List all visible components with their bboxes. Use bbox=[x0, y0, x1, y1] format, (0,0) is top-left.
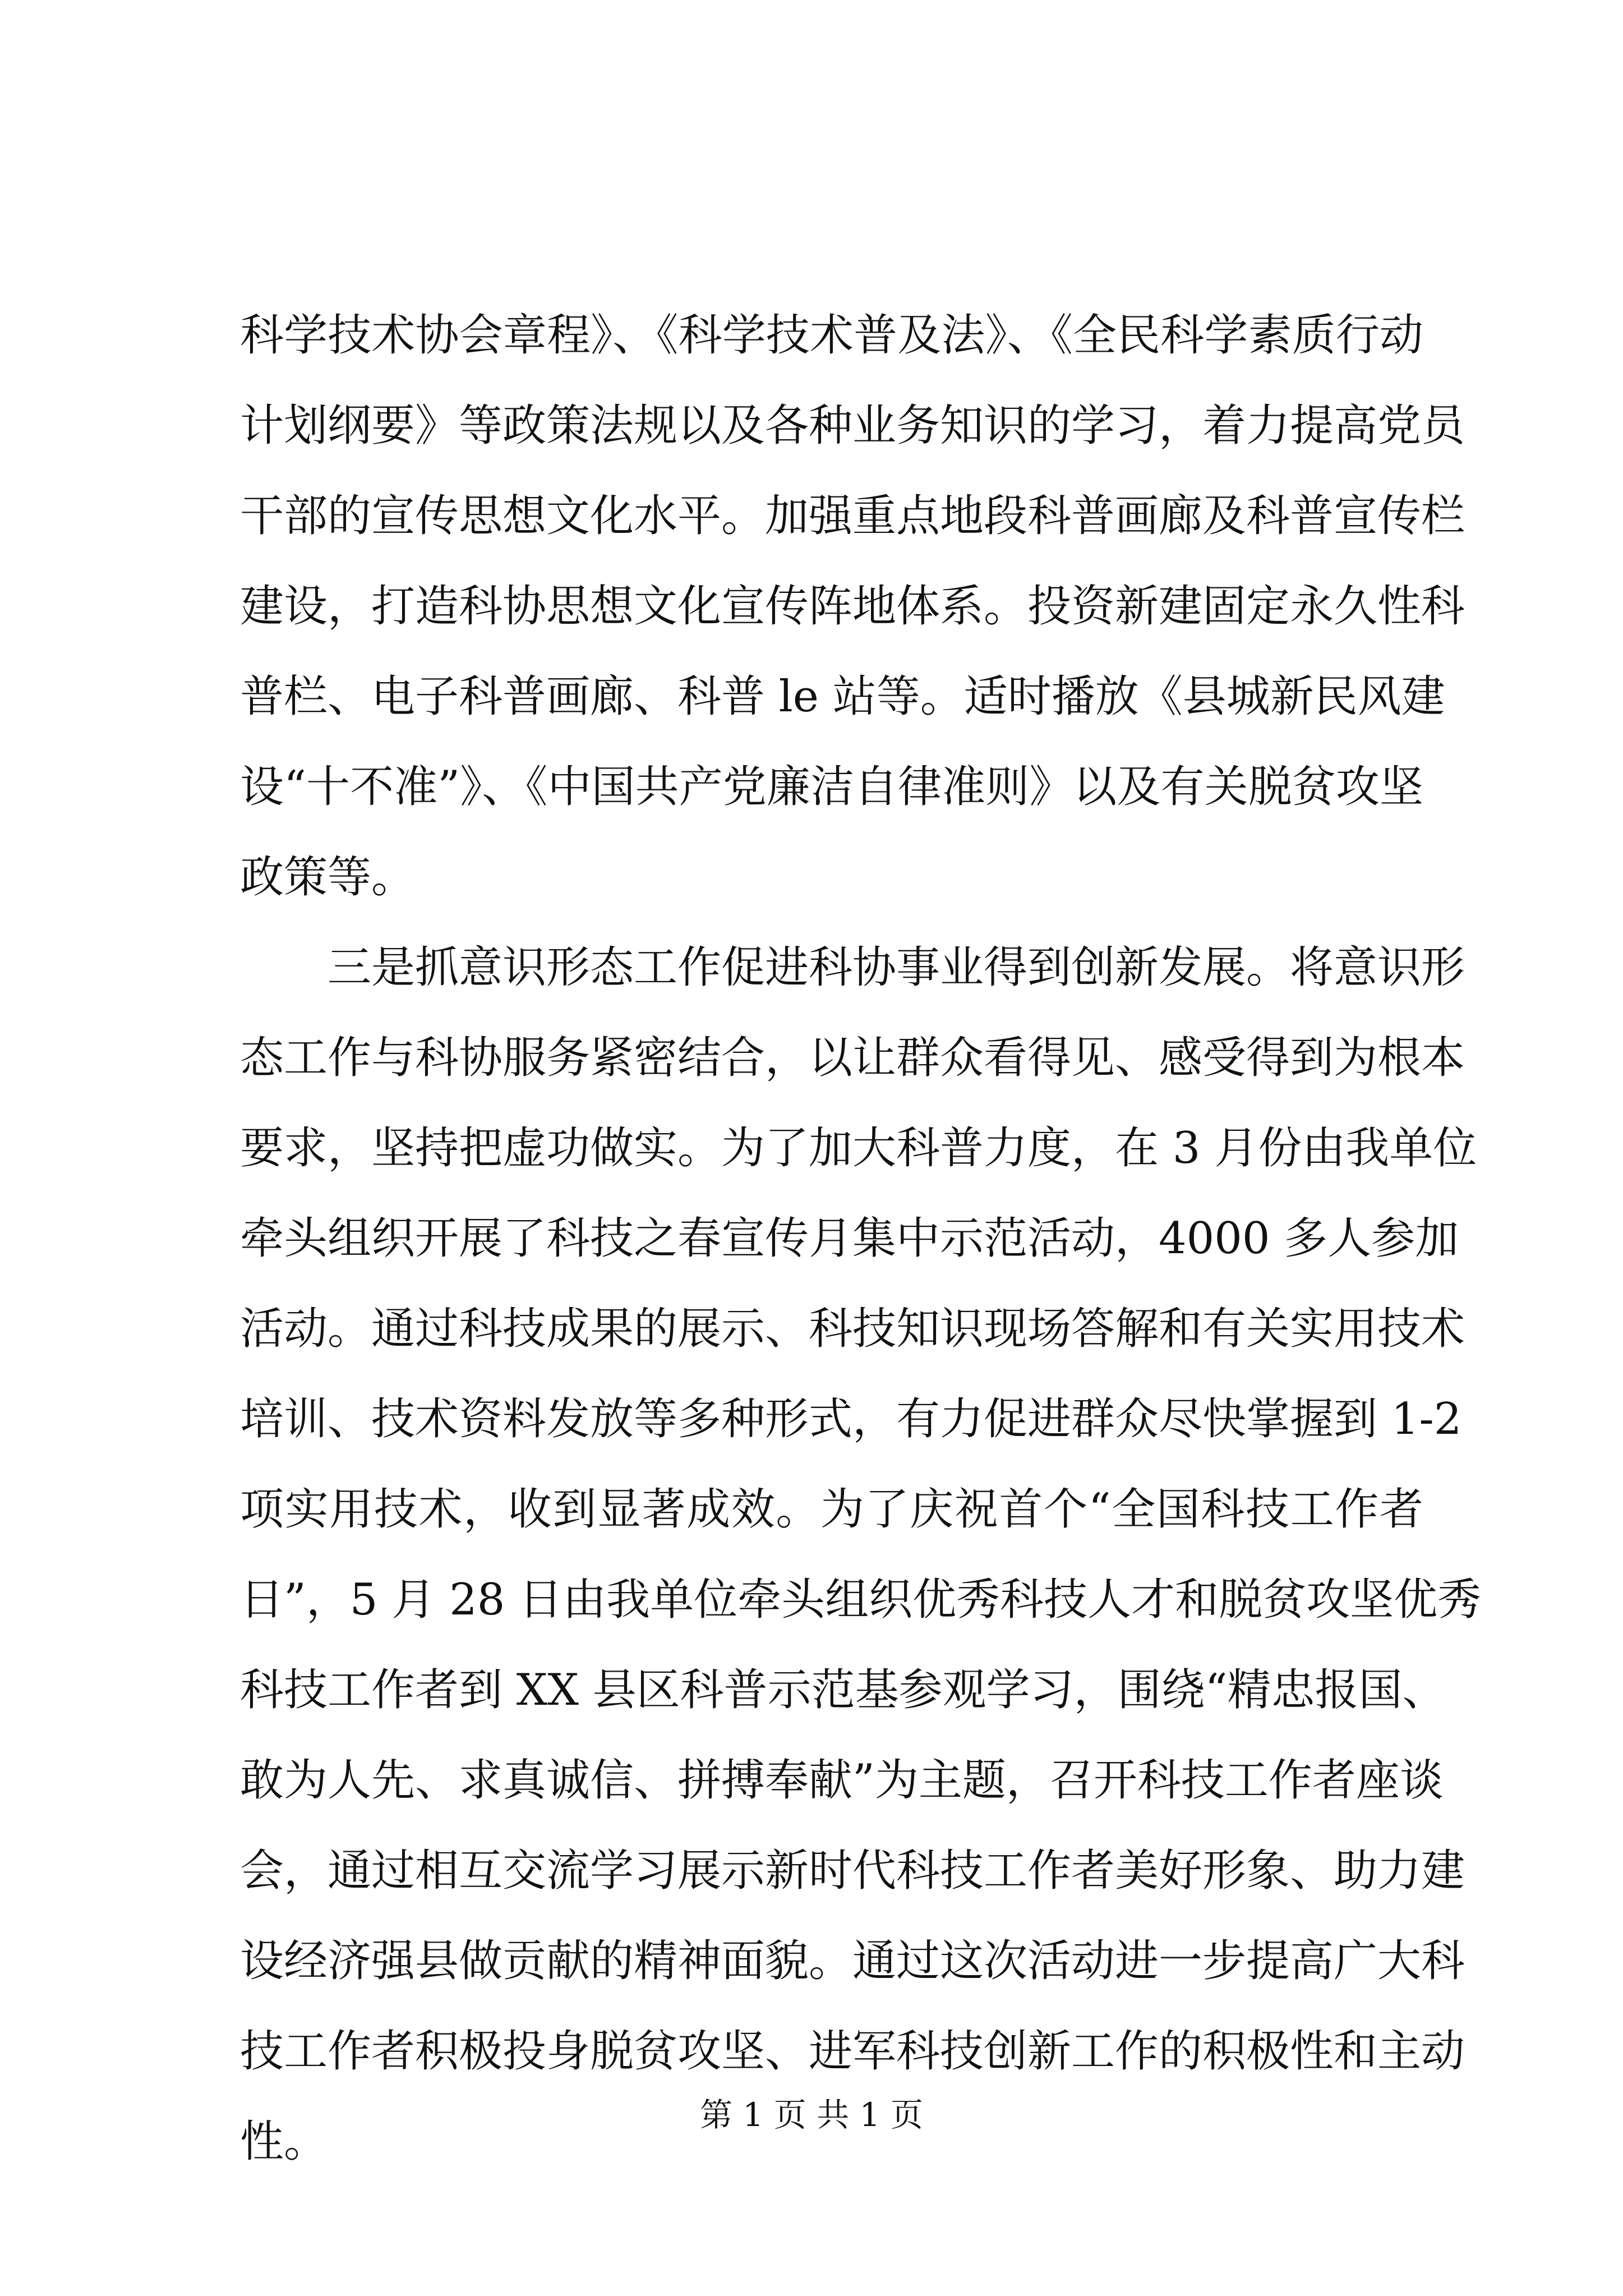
text-line: 设“十不准”》、《中国共产党廉洁自律准则》以及有关脱贫攻坚 bbox=[240, 762, 1423, 812]
page-number-footer: 第 1 页 共 1 页 bbox=[700, 2096, 923, 2134]
text-line: 牵头组织开展了科技之春宣传月集中示范活动，4000 多人参加 bbox=[240, 1213, 1459, 1264]
text-line: 建设，打造科协思想文化宣传阵地体系。投资新建固定永久性科 bbox=[240, 581, 1465, 632]
text-line: 科学技术协会章程》、《科学技术普及法》、《全民科学素质行动 bbox=[240, 310, 1423, 361]
text-line: 培训、技术资料发放等多种形式，有力促进群众尽快掌握到 1-2 bbox=[240, 1394, 1462, 1444]
text-line: 政策等。 bbox=[240, 852, 416, 903]
text-line: 计划纲要》等政策法规以及各种业务知识的学习，着力提高党员 bbox=[240, 401, 1465, 451]
text-line: 干部的宣传思想文化水平。加强重点地段科普画廊及科普宣传栏 bbox=[240, 491, 1465, 541]
text-line: 活动。通过科技成果的展示、科技知识现场答解和有关实用技术 bbox=[240, 1304, 1465, 1354]
text-line: 技工作者积极投身脱贫攻坚、进军科技创新工作的积极性和主动 bbox=[240, 2026, 1465, 2077]
text-line: 态工作与科协服务紧密结合，以让群众看得见、感受得到为根本 bbox=[240, 1033, 1465, 1083]
document-body bbox=[240, 291, 1482, 2187]
text-line: 普栏、电子科普画廊、科普 le 站等。适时播放《县城新民风建 bbox=[240, 671, 1445, 722]
text-line: 要求，坚持把虚功做实。为了加大科普力度，在 3 月份由我单位 bbox=[240, 1123, 1477, 1174]
text-line: 会，通过相互交流学习展示新时代科技工作者美好形象、助力建 bbox=[240, 1846, 1465, 1896]
text-line: 科技工作者到 XX 县区科普示范基参观学习，围绕“精忠报国、 bbox=[240, 1665, 1446, 1715]
text-line: 三是抓意识形态工作促进科协事业得到创新发展。将意识形 bbox=[240, 942, 1465, 993]
text-line: 设经济强县做贡献的精神面貌。通过这次活动进一步提高广大科 bbox=[240, 1936, 1465, 1986]
text-line: 性。 bbox=[240, 2116, 328, 2167]
text-line: 敢为人先、求真诚信、拼搏奉献”为主题，召开科技工作者座谈 bbox=[240, 1755, 1444, 1806]
text-line: 项实用技术，收到显著成效。为了庆祝首个“全国科技工作者 bbox=[240, 1484, 1423, 1535]
text-line: 日”，5 月 28 日由我单位牵头组织优秀科技人才和脱贫攻坚优秀 bbox=[240, 1575, 1482, 1625]
